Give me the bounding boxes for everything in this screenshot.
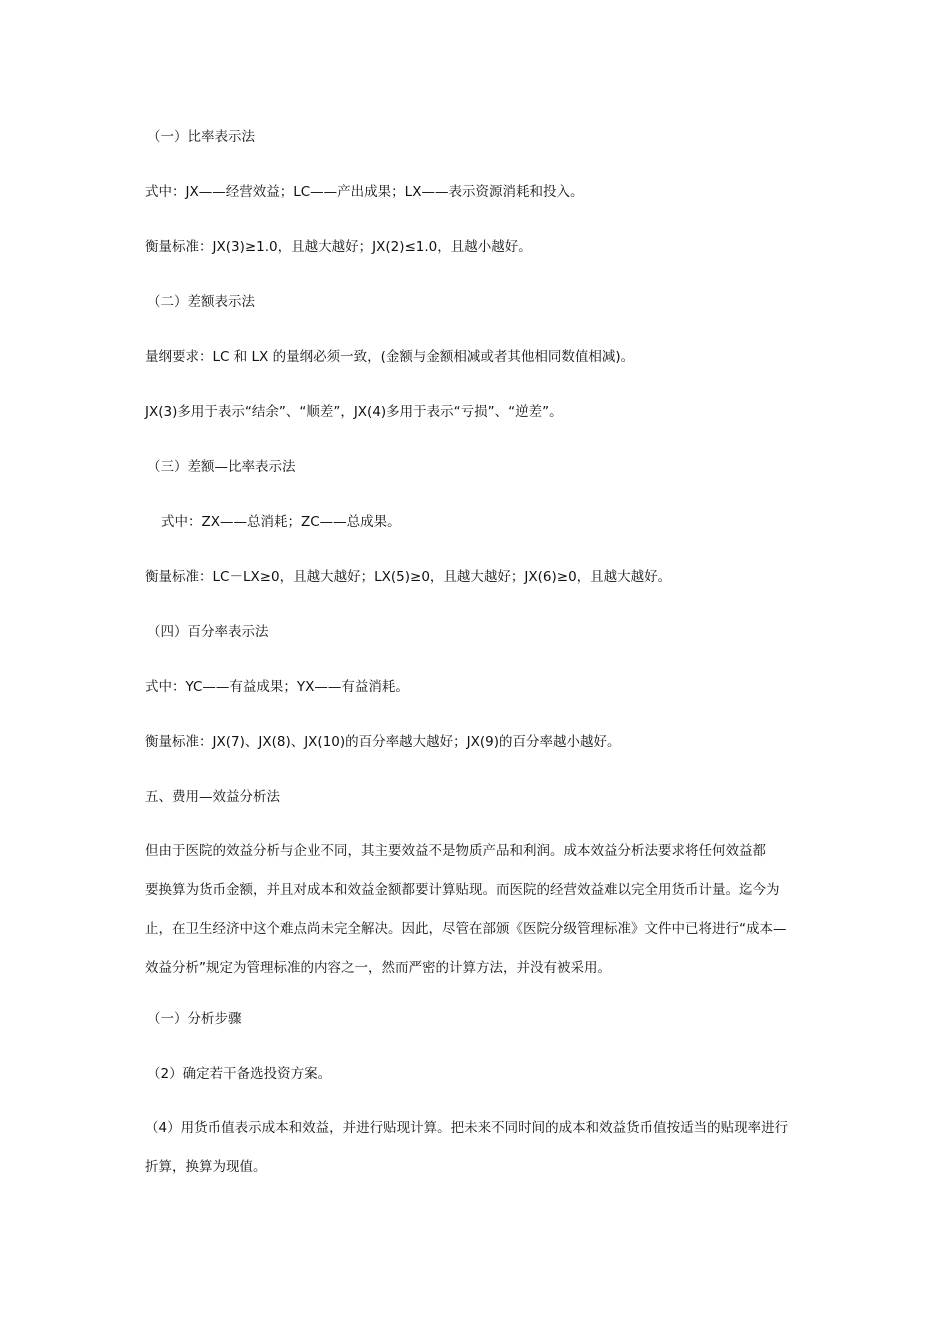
paragraph-line: （4）用货币值表示成本和效益，并进行贴现计算。把未来不同时间的成本和效益货币值按适当的贴现率进行 (145, 1120, 789, 1136)
usage-note: JX(3)多用于表示“结余”、“顺差”，JX(4)多用于表示“亏损”、“逆差”。 (145, 404, 563, 420)
measure-standard-1: 衡量标准：JX(3)≥1.0，且越大越好；JX(2)≤1.0，且越小越好。 (145, 239, 532, 255)
heading-percentage-method: （四）百分率表示法 (147, 624, 269, 640)
paragraph-line: 效益分析”规定为管理标准的内容之一，然而严密的计算方法，并没有被采用。 (145, 960, 611, 976)
formula-legend-3: 式中：YC——有益成果；YX——有益消耗。 (145, 679, 409, 695)
formula-legend-2: 式中：ZX——总消耗；ZC——总成果。 (161, 514, 401, 530)
heading-difference-method: （二）差额表示法 (147, 294, 255, 310)
paragraph-line: 但由于医院的效益分析与企业不同，其主要效益不是物质产品和利润。成本效益分析法要求将任何效益都 (145, 843, 766, 859)
heading-analysis-steps: （一）分析步骤 (147, 1011, 242, 1027)
step-2: （2）确定若干备选投资方案。 (147, 1066, 332, 1082)
heading-ratio-method: （一）比率表示法 (147, 129, 255, 145)
heading-difference-ratio-method: （三）差额—比率表示法 (147, 459, 296, 475)
paragraph-line: 折算，换算为现值。 (145, 1159, 267, 1175)
measure-standard-2: 衡量标准：LC－LX≥0，且越大越好；LX(5)≥0，且越大越好；JX(6)≥0，且越大越好。 (145, 569, 672, 585)
section-heading-cost-benefit: 五、费用—效益分析法 (145, 789, 280, 805)
paragraph-step-4 (145, 1118, 810, 1177)
paragraph-line: 止，在卫生经济中这个难点尚未完全解决。因此，尽管在部颁《医院分级管理标准》文件中已将进行“成本— (145, 921, 787, 937)
dimension-requirement: 量纲要求：LC 和 LX 的量纲必须一致，(金额与金额相减或者其他相同数值相减)。 (145, 349, 635, 365)
formula-legend-1: 式中：JX——经营效益；LC——产出成果；LX——表示资源消耗和投入。 (145, 184, 584, 200)
paragraph-line: 要换算为货币金额，并且对成本和效益金额都要计算贴现。而医院的经营效益难以完全用货币计量。迄今为 (145, 882, 780, 898)
measure-standard-3: 衡量标准：JX(7)、JX(8)、JX(10)的百分率越大越好；JX(9)的百分率越小越好。 (145, 734, 621, 750)
paragraph-cost-benefit (145, 841, 810, 978)
